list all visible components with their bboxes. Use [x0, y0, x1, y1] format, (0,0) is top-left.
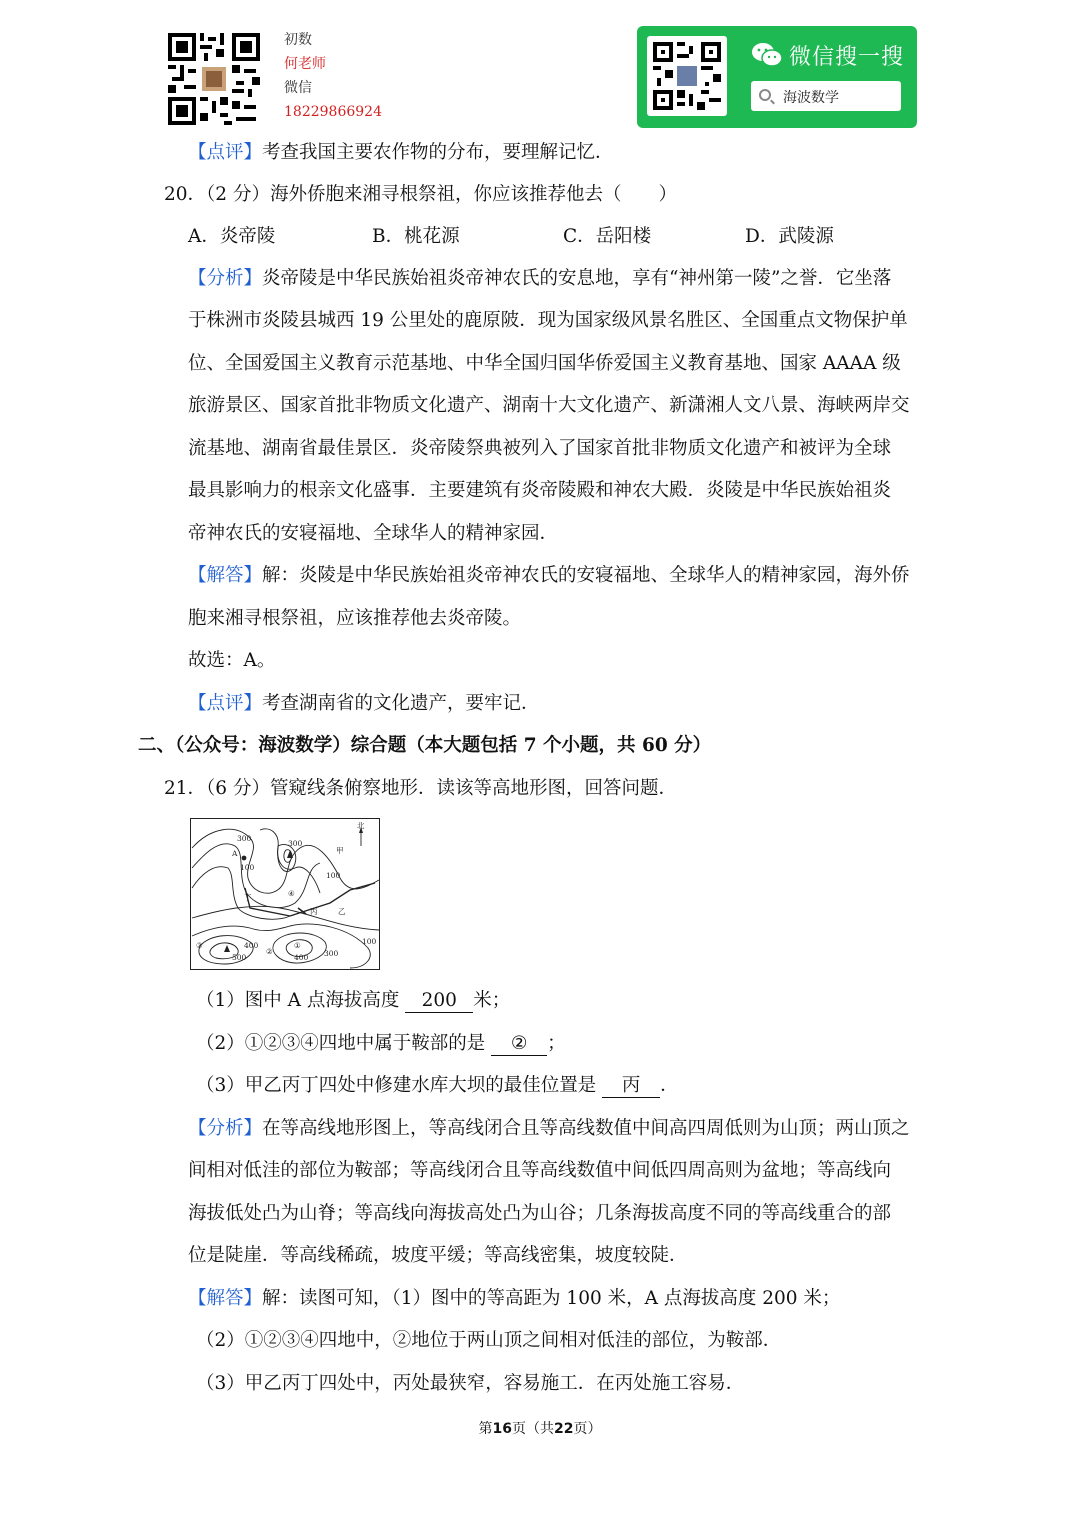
q21-solution-line-2: （2）①②③④四地中，②地位于两山顶之间相对低洼的部位，为鞍部．: [196, 1330, 782, 1351]
map-label-2: ②: [266, 947, 273, 956]
map-label-bing: 丙: [310, 907, 318, 916]
sub-question-suffix: ．: [660, 1075, 679, 1096]
map-label-jia: 甲: [336, 846, 344, 855]
map-label-100c: 100: [362, 937, 377, 946]
search-icon: [759, 89, 771, 101]
contact-line-2: 何老师: [284, 56, 326, 72]
q21-stem: 21．（6 分）管窥线条俯察地形．读该等高地形图，回答问题．: [164, 778, 677, 799]
solution-text: 解：炎陵是中华民族始祖炎帝神农氏的安寝福地、全球华人的精神家园，海外侨: [262, 565, 910, 586]
map-label-100b: 100: [326, 871, 341, 880]
map-label-ding: 丁: [244, 893, 252, 902]
q20-choice: 故选：A。: [188, 650, 276, 671]
review-tag: 【点评】: [188, 142, 263, 163]
q21-analysis-line-2: 间相对低洼的部位为鞍部；等高线闭合且等高线数值中间低四周高则为盆地；等高线向: [188, 1160, 892, 1181]
q21-sub-2: [196, 1031, 566, 1057]
map-label-100: 100: [240, 863, 255, 872]
page-number: 16: [492, 1421, 512, 1437]
map-label-3: ③: [196, 941, 203, 950]
map-label-300c: 300: [324, 949, 339, 958]
section-2-heading: 二、（公众号：海波数学）综合题（本大题包括 7 个小题，共 60 分）: [138, 735, 712, 756]
analysis-text: 炎帝陵是中华民族始祖炎帝神农氏的安息地，享有“神州第一陵”之誉．它坐落: [262, 268, 892, 289]
q20-analysis-line-5: 流基地、湖南省最佳景区．炎帝陵祭典被列入了国家首批非物质文化遗产和被评为全球: [188, 438, 892, 459]
q20-analysis-line-4: 旅游景区、国家首批非物质文化遗产、湖南十大文化遗产、新潇湘人文八景、海峡两岸交: [188, 395, 910, 416]
review-tag: 【点评】: [188, 693, 263, 714]
answer-blank: ②: [491, 1033, 547, 1056]
wechat-search-title: 微信搜一搜: [789, 45, 905, 70]
review-text: 考查我国主要农作物的分布，要理解记忆．: [262, 142, 614, 163]
map-label-1: ①: [294, 941, 301, 950]
q19-review: [188, 140, 614, 166]
q20-analysis-line-7: 帝神农氏的安寝福地、全球华人的精神家园．: [188, 523, 559, 544]
page-footer: [0, 1418, 1080, 1438]
map-label-400b: 400: [294, 953, 309, 962]
q21-analysis-line-1: [188, 1116, 910, 1142]
q20-analysis-line-1: [188, 266, 891, 292]
wechat-search-box[interactable]: [751, 81, 901, 111]
solution-tag: 【解答】: [188, 565, 263, 586]
wechat-search-keyword: 海波数学: [783, 90, 839, 106]
footer-middle: 页（共: [512, 1421, 554, 1437]
q21-sub-3: [196, 1073, 679, 1099]
answer-blank: 200: [405, 990, 473, 1013]
q20-solution-line-1: [188, 563, 910, 589]
q21-analysis-line-3: 海拔低处凸为山脊；等高线向海拔高处凸为山谷；几条海拔高度不同的等高线重合的部: [188, 1203, 892, 1224]
q20-option-c: C．岳阳楼: [563, 226, 652, 247]
analysis-tag: 【分析】: [188, 1118, 263, 1139]
point-a-marker: [242, 856, 247, 861]
q20-analysis-line-2: 于株洲市炎陵县城西 19 公里处的鹿原陂．现为国家级风景名胜区、全国重点文物保护单: [188, 310, 908, 331]
q20-option-a: A．炎帝陵: [188, 226, 276, 247]
q20-review: [188, 691, 540, 717]
map-label-500: 500: [232, 953, 247, 962]
q21-solution-line-1: [188, 1286, 840, 1312]
page-total: 22: [554, 1421, 574, 1437]
q21-analysis-line-4: 位是陡崖．等高线稀疏，坡度平缓；等高线密集，坡度较陡．: [188, 1245, 688, 1266]
analysis-text: 在等高线地形图上，等高线闭合且等高线数值中间高四周低则为山顶；两山顶之: [262, 1118, 910, 1139]
map-label-300: 300: [237, 834, 252, 843]
solution-tag: 【解答】: [188, 1288, 263, 1309]
analysis-tag: 【分析】: [188, 268, 263, 289]
teacher-contact: [284, 28, 382, 124]
q21-sub-1: [196, 988, 510, 1014]
wechat-qr-image: [647, 36, 727, 116]
map-label-north: 北: [357, 821, 365, 830]
wechat-logo-icon: [751, 42, 783, 68]
q20-analysis-line-3: 位、全国爱国主义教育示范基地、中华全国归国华侨爱国主义教育基地、国家 AAAA 级: [188, 353, 901, 374]
sub-question-text: （2）①②③④四地中属于鞍部的是: [196, 1033, 492, 1054]
footer-suffix: 页）: [573, 1421, 602, 1437]
wechat-search-card: [637, 26, 917, 128]
map-label-300b: 300: [288, 839, 303, 848]
q20-stem: 20．（2 分）海外侨胞来湘寻根祭祖，你应该推荐他去（ ）: [164, 184, 677, 205]
q21-solution-line-3: （3）甲乙丙丁四处中，丙处最狭窄，容易施工．在丙处施工容易．: [196, 1373, 745, 1394]
q20-solution-line-2: 胞来湘寻根祭祖，应该推荐他去炎帝陵。: [188, 608, 522, 629]
map-label-a: A: [232, 849, 238, 858]
q20-option-b: B．桃花源: [372, 226, 460, 247]
answer-blank: 丙: [602, 1075, 660, 1098]
contact-phone: 18229866924: [284, 104, 382, 120]
map-label-4: ④: [288, 889, 295, 898]
contact-line-1: 初数: [284, 32, 312, 48]
q20-option-d: D．武陵源: [745, 226, 834, 247]
footer-prefix: 第: [478, 1421, 493, 1437]
sub-question-suffix: ；: [547, 1033, 566, 1054]
solution-text: 解：读图可知，（1）图中的等高距为 100 米，A 点海拔高度 200 米；: [262, 1288, 841, 1309]
sub-question-text: （1）图中 A 点海拔高度: [196, 990, 406, 1011]
qr-code-image: [168, 33, 260, 125]
contact-line-3: 微信: [284, 80, 312, 96]
sub-question-text: （3）甲乙丙丁四处中修建水库大坝的最佳位置是: [196, 1075, 603, 1096]
contour-map: [190, 818, 380, 970]
review-text: 考查湖南省的文化遗产，要牢记．: [262, 693, 540, 714]
map-label-yi: 乙: [338, 907, 346, 916]
sub-question-suffix: 米；: [473, 990, 511, 1011]
q20-analysis-line-6: 最具影响力的根亲文化盛事．主要建筑有炎帝陵殿和神农大殿．炎陵是中华民族始祖炎: [188, 480, 892, 501]
map-label-400a: 400: [244, 941, 259, 950]
